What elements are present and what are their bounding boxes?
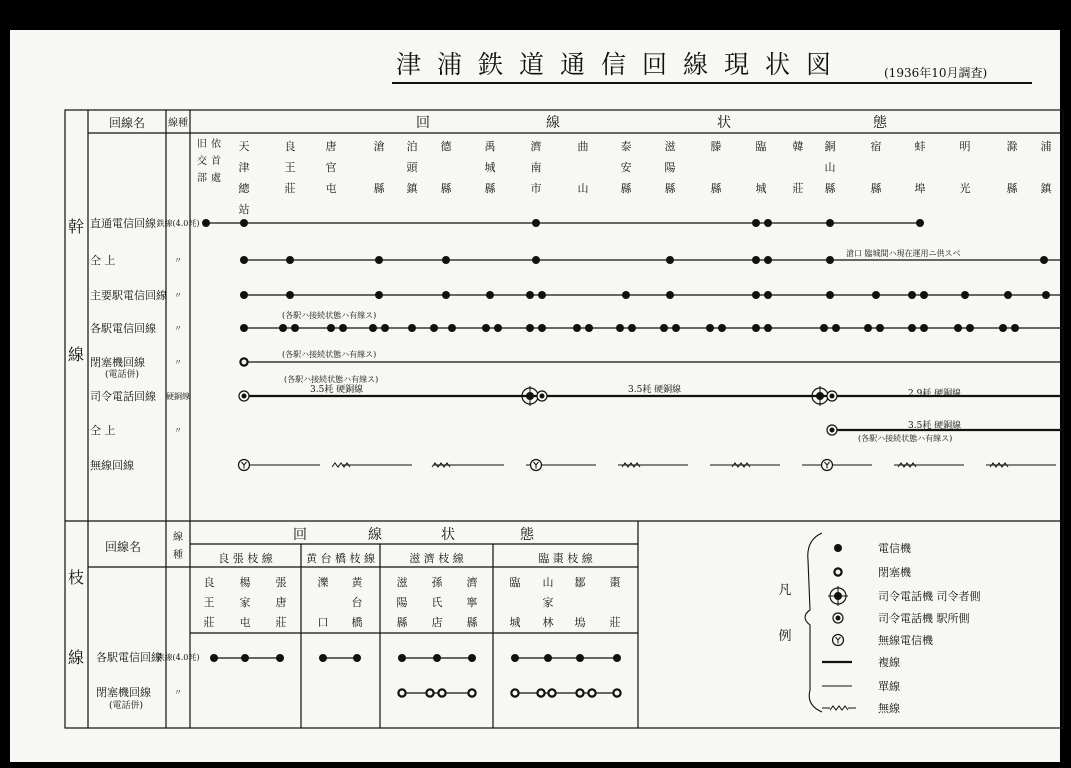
branch-station-name: 橋 [351,616,363,629]
telegraph-dot [526,291,534,299]
branch-row-name: 閉塞機回線 [96,686,151,699]
station-name: 城 [755,182,767,195]
wireless-wave [830,706,848,710]
wire-spec-label: 3.5耗 硬銅線 [908,421,962,431]
command-phone-station [537,391,547,401]
branch-station-name: 陽 [396,596,408,609]
station-name: 山 [577,182,589,195]
telegraph-dot [486,291,494,299]
telegraph-dot [369,324,377,332]
telegraph-dot [339,324,347,332]
telegraph-dot [353,654,361,662]
station-name: 濟 [530,140,542,153]
main-row-name: 各駅電信回線 [90,322,156,335]
telegraph-dot [961,291,969,299]
telegraph-dot [442,256,450,264]
branch-station-name: 滋 [396,576,408,589]
branch-station-name: 台 [351,596,363,609]
station-name: 市 [530,182,542,195]
station-name: 蚌 [914,140,926,153]
main-line-type-header: 線種 [168,118,188,129]
main-row-type: 〃 [174,291,182,300]
telegraph-dot [276,654,284,662]
telegraph-dot [538,324,546,332]
station-name: 縣 [620,182,632,195]
command-phone-station [239,391,249,401]
legend-item: 無線電信機 [878,634,933,647]
branch-station-name: 家 [542,596,554,609]
station-name: 良 [284,140,296,153]
station-name: 光 [959,182,971,195]
block-ring [240,358,247,365]
telegraph-dot [327,324,335,332]
telegraph-dot [672,324,680,332]
station-name: 陽 [664,161,676,174]
annotation-note: (各駅ハ接続状態ハ有線ス) [282,350,377,359]
telegraph-dot [820,324,828,332]
station-name: 埠 [914,182,926,195]
station-name: 城 [484,161,496,174]
telegraph-dot [764,219,772,227]
block-ring [468,689,475,696]
telegraph-dot [764,324,772,332]
telegraph-dot [920,324,928,332]
main-row-type: 硬銅線 [166,392,190,401]
telegraph-dot [573,324,581,332]
block-ring [537,689,544,696]
station-name: 縣 [824,182,836,195]
station-name: 德 [440,140,452,153]
branch-station-name: 口 [317,616,329,629]
annotation-note: (各駅ハ接続状態ハ有線ス) [282,311,377,320]
branch-station-name: 良 [203,576,215,589]
main-row-type: 鉄線(4.0耗) [156,219,200,228]
radio-station [531,460,542,471]
branch-station-name: 氏 [431,596,443,609]
branch-name: 黄 台 橋 枝 線 [306,552,375,565]
station-name: 縣 [664,182,676,195]
branch-name: 良 張 枝 線 [218,552,273,565]
branch-name: 臨 棗 枝 線 [538,552,593,565]
page-title: 津浦鉄道通信回線現状図 [396,50,848,79]
branch-station-name: 楊 [239,576,251,589]
station-name: 韓 [792,140,804,153]
telegraph-dot [538,291,546,299]
telegraph-dot [832,324,840,332]
main-status-header: 状 [717,115,731,131]
branch-station-name: 莊 [203,616,215,629]
legend-item: 複線 [878,656,900,669]
main-row-name: 司令電話回線 [90,390,156,403]
telegraph-dot [1042,291,1050,299]
telegraph-dot [433,654,441,662]
legend-telegraph-icon [834,544,842,552]
block-ring [398,689,405,696]
telegraph-dot [999,324,1007,332]
telegraph-dot [526,324,534,332]
station-name: 天 [238,140,250,153]
telegraph-dot [494,324,502,332]
telegraph-dot [398,654,406,662]
station-name: 滁 [1006,140,1018,153]
telegraph-dot [240,256,248,264]
main-status-header: 線 [546,115,560,131]
station-name: 鎮 [1040,182,1052,195]
main-row-type: 〃 [174,358,182,367]
station-name: 滕 [710,140,722,153]
telegraph-dot [210,654,218,662]
station-name: 官 [325,161,337,174]
telegraph-dot [375,256,383,264]
branch-station-name: 濟 [466,576,478,589]
branch-station-name: 棗 [609,576,621,589]
station-name: 縣 [870,182,882,195]
telegraph-dot [442,291,450,299]
station-name: 禹 [484,140,496,153]
branch-station-name: 林 [542,616,554,629]
branch-station-name: 張 [275,576,287,589]
telegraph-dot [666,256,674,264]
station-name: 交 [197,156,207,167]
station-name: 泊 [406,140,418,153]
main-line-name-header: 回線名 [108,116,146,130]
telegraph-dot [966,324,974,332]
branch-row-type: 〃 [174,688,182,697]
branch-station-name: 鄒 [574,576,586,589]
radio-station [833,635,844,646]
branch-station-name: 黄 [351,576,363,589]
branch-station-name: 縣 [466,616,478,629]
main-row-name: 無線回線 [90,459,134,472]
station-name: 南 [530,161,542,174]
station-name: 莊 [284,182,296,195]
branch-station-name: 店 [431,616,443,629]
main-status-header: 態 [873,115,887,131]
wire-spec-label: 3.5耗 硬銅線 [628,385,682,395]
telegraph-dot [1004,291,1012,299]
station-name: 津 [238,161,250,174]
legend-item: 司令電話機 司令者側 [878,590,981,603]
branch-station-name: 城 [509,616,521,629]
branch-name: 滋 濟 枝 線 [409,552,464,565]
annotation-note: (各駅ハ接続状態ハ有線ス) [284,375,379,384]
station-name: 屯 [325,182,337,195]
telegraph-dot [544,654,552,662]
telegraph-dot [279,324,287,332]
telegraph-dot [576,654,584,662]
telegraph-dot [319,654,327,662]
telegraph-dot [613,654,621,662]
block-ring [548,689,555,696]
station-name: 滄 [373,140,385,153]
station-name: 依 [211,139,221,150]
branch-station-name: 莊 [609,616,621,629]
branch-station-name: 屯 [239,616,251,629]
station-name: 莊 [792,182,804,195]
branch-status-header: 態 [520,527,534,543]
telegraph-dot [872,291,880,299]
legend-item: 單線 [878,680,900,693]
branch-station-name: 孫 [431,576,443,589]
station-name: 鎮 [406,182,418,195]
telegraph-dot [826,291,834,299]
telegraph-dot [752,256,760,264]
telegraph-dot [752,324,760,332]
branch-line-type-header: 線 [173,532,183,543]
telegraph-dot [291,324,299,332]
station-name: 臨 [755,140,767,153]
station-name: 站 [238,203,250,216]
branch-station-name: 莊 [275,616,287,629]
telegraph-dot [876,324,884,332]
station-name: 宿 [870,140,882,153]
branch-status-header: 回 [293,527,307,543]
telegraph-dot [240,291,248,299]
telegraph-dot [1011,324,1019,332]
legend-item: 閉塞機 [878,566,911,579]
legend-block-icon [834,568,841,575]
main-row-name: 直通電信回線 [90,217,156,230]
station-name: 泰 [620,140,632,153]
command-phone-station [833,613,843,623]
telegraph-dot [752,291,760,299]
branch-station-name: 唐 [275,596,287,609]
page-subtitle: (1936年10月調査) [884,66,988,80]
telegraph-dot [286,291,294,299]
command-phone-center [828,586,848,606]
branch-section-label: 線 [67,648,85,667]
branch-station-name: 濼 [317,576,329,589]
branch-row-name: 各駅電信回線 [96,651,162,664]
telegraph-dot [908,324,916,332]
station-name: 頭 [406,161,418,174]
block-ring [588,689,595,696]
telegraph-dot [826,256,834,264]
telegraph-dot [532,219,540,227]
telegraph-dot [585,324,593,332]
station-name: 銅 [824,140,836,153]
telegraph-dot [954,324,962,332]
branch-row-type: 鉄線(4.0耗) [156,653,200,662]
main-row-name: 閉塞機回線 [90,356,145,369]
wire-spec-label: 2.9耗 硬銅線 [908,389,962,399]
telegraph-dot [864,324,872,332]
legend-item: 司令電話機 駅所側 [878,612,970,625]
branch-line-type-header: 種 [173,550,183,561]
station-name: 縣 [440,182,452,195]
station-name: 王 [284,161,296,174]
branch-line-name-header: 回線名 [104,540,142,554]
command-phone-station [827,425,837,435]
branch-station-name: 臨 [509,576,521,589]
station-name: 浦 [1040,140,1052,153]
block-ring [613,689,620,696]
telegraph-dot [511,654,519,662]
block-ring [576,689,583,696]
telegraph-dot [764,256,772,264]
wire-spec-label: 3.5耗 硬銅線 [310,385,364,395]
telegraph-dot [381,324,389,332]
telegraph-dot [482,324,490,332]
branch-station-name: 寧 [466,596,478,609]
branch-section-label: 枝 [67,568,85,587]
telegraph-dot [920,291,928,299]
telegraph-dot [622,291,630,299]
telegraph-dot [660,324,668,332]
station-name: 旧 [197,139,207,150]
telegraph-dot [448,324,456,332]
station-name: 總 [238,182,250,195]
telegraph-dot [616,324,624,332]
branch-station-name: 山 [542,576,554,589]
legend-item: 電信機 [878,542,911,555]
telegraph-dot [240,324,248,332]
station-name: 安 [620,161,632,174]
main-row-name-note: (電話併) [104,370,140,380]
station-name: 滋 [664,140,676,153]
telegraph-dot [430,324,438,332]
main-section-label: 幹 [67,217,85,236]
command-phone-station [827,391,837,401]
telegraph-dot [532,256,540,264]
main-section-label: 線 [67,345,85,364]
telegraph-dot [241,654,249,662]
legend-item: 無線 [878,702,900,715]
branch-station-name: 家 [239,596,251,609]
radio-station [239,460,250,471]
main-status-header: 回 [416,115,430,131]
legend-brace [805,533,822,712]
station-name: 縣 [484,182,496,195]
main-row-name: 仝 上 [90,254,116,267]
station-name: 唐 [325,140,337,153]
station-name: 縣 [373,182,385,195]
branch-station-name: 王 [203,596,215,609]
block-ring [438,689,445,696]
telegraph-dot [752,219,760,227]
main-row-type: 〃 [174,256,182,265]
station-name: 處 [211,173,221,184]
legend-label: 例 [778,629,792,644]
main-row-name: 仝 上 [90,424,116,437]
telegraph-dot [718,324,726,332]
legend-label: 凡 [778,583,792,598]
station-name: 縣 [1006,182,1018,195]
branch-status-header: 線 [368,527,382,543]
telegraph-dot [764,291,772,299]
branch-station-name: 縣 [396,616,408,629]
telegraph-dot [202,219,210,227]
telegraph-dot [908,291,916,299]
telegraph-dot [666,291,674,299]
telegraph-dot [1040,256,1048,264]
telegraph-dot [916,219,924,227]
telegraph-dot [375,291,383,299]
station-name: 曲 [577,140,589,153]
radio-station [822,460,833,471]
telegraph-dot [240,219,248,227]
telegraph-dot [468,654,476,662]
branch-status-header: 状 [441,527,455,543]
telegraph-dot [286,256,294,264]
telegraph-dot [408,324,416,332]
telegraph-dot [628,324,636,332]
branch-row-name-note: (電話併) [108,701,144,711]
station-name: 部 [197,173,207,184]
station-name: 首 [211,156,221,167]
main-row-type: 〃 [174,426,182,435]
telegraph-dot [706,324,714,332]
main-row-type: 〃 [174,324,182,333]
station-name: 山 [824,161,836,174]
station-name: 縣 [710,182,722,195]
annotation-note: 滄口 臨城間ハ現在運用ニ供スベ [846,249,961,258]
annotation-note: (各駅ハ接続状態ハ有線ス) [858,434,953,443]
block-ring [511,689,518,696]
station-name: 明 [959,140,971,153]
branch-station-name: 塢 [574,616,586,629]
main-row-name: 主要駅電信回線 [90,289,167,302]
block-ring [426,689,433,696]
telegraph-dot [826,219,834,227]
